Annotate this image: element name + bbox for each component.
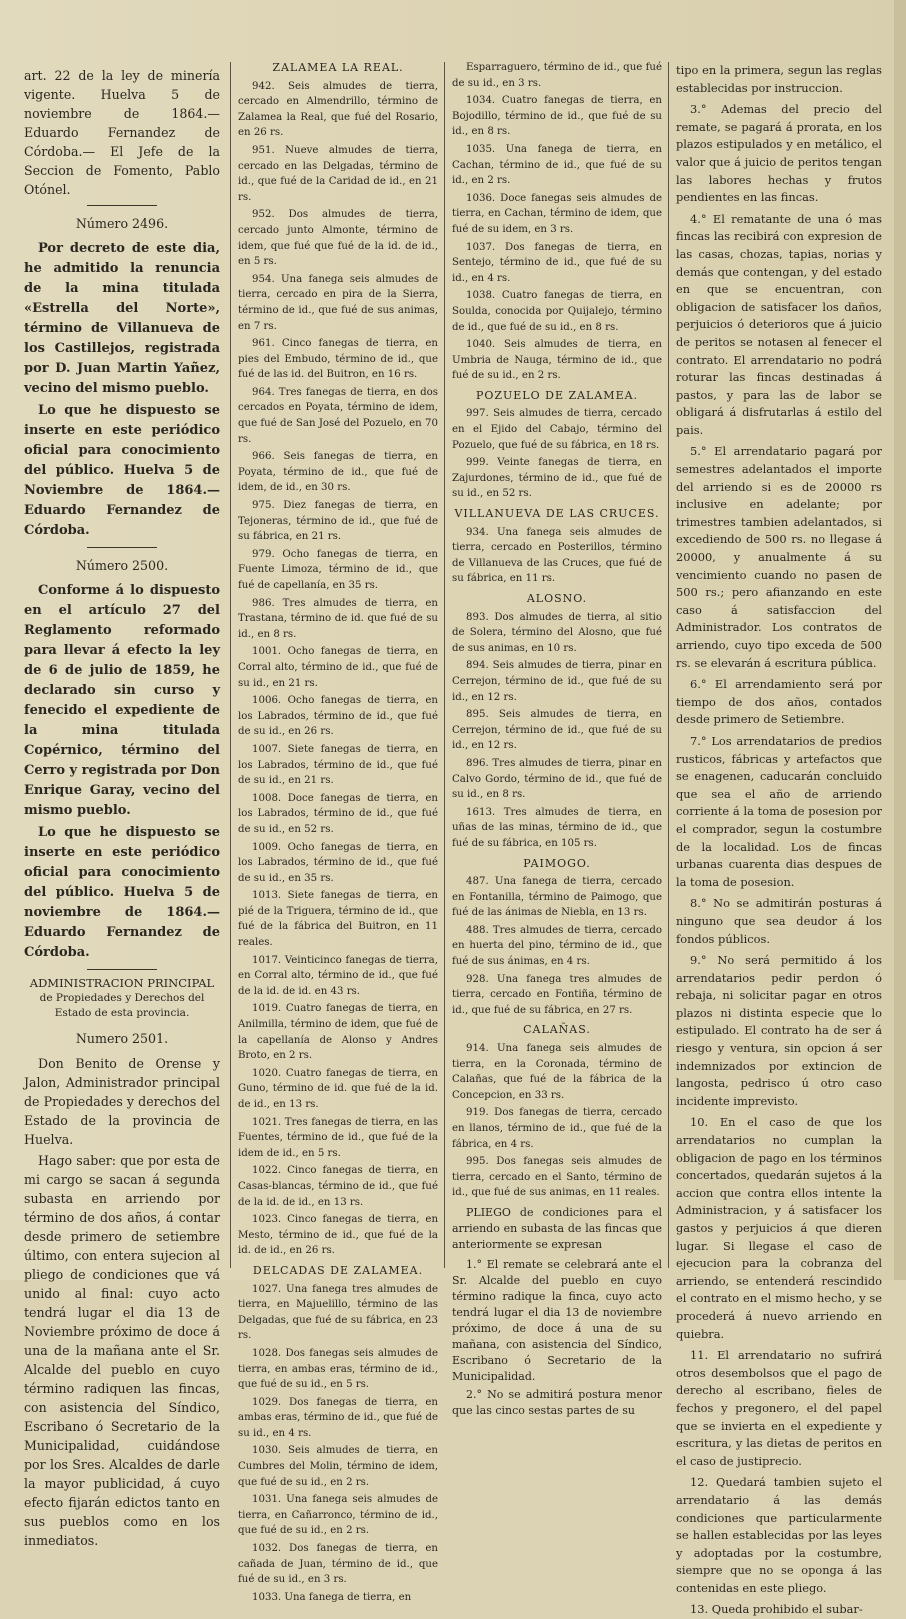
separator xyxy=(87,969,157,970)
listing-item: 1009. Ocho fanegas de tierra, en los Labrados, término de id., que fué de su id., en 35 rs. xyxy=(238,841,438,884)
listing-item: 934. Una fanega seis almudes de tierra, cercado en Posterillos, término de Villanueva de las Cruces, que fué de su fábrica, en 11 rs. xyxy=(452,526,662,585)
listing-item: Esparraguero, término de id., que fué de su id., en 3 rs. xyxy=(452,62,662,89)
section-heading: VILLANUEVA DE LAS CRUCES. xyxy=(454,507,660,521)
listing-item: 1017. Veinticinco fanegas de tierra, en Corral alto, término de id., que fué de la id. de id. en 43 rs. xyxy=(238,954,438,997)
listing-item: 919. Dos fanegas de tierra, cercado en llanos, término de id., que fué de la fábrica, en 4 rs. xyxy=(452,1107,662,1150)
notice-paragraph: Lo que he dispuesto se inserte en este periódico oficial para conocimiento del público. Huelva 5 de Noviembre de 1864.—Eduardo Fernandez de Córdoba. xyxy=(24,403,220,538)
separator xyxy=(87,547,157,548)
listing-item: 1032. Dos fanegas de tierra, en cañada de Juan, término de id., que fué de su id., en 3 rs. xyxy=(238,1543,438,1586)
condition-paragraph: 1.° El remate se celebrará ante el Sr. Alcalde del pueblo en cuyo término radique la finca, cuyo acto tendrá lugar el dia 13 de noviembre próximo, de doce á una de su mañana, con asistencia del Síndico, Escribano ó Secretario de la Municipalidad. xyxy=(452,1257,662,1383)
section-heading: ZALAMEA LA REAL. xyxy=(272,61,404,74)
listing-group xyxy=(238,79,438,1259)
section-heading: POZUELO DE ZALAMEA. xyxy=(475,388,639,402)
column-2 xyxy=(238,56,438,1603)
listing-item: 1033. Una fanega de tierra, en xyxy=(252,1591,412,1603)
listing-item: 896. Tres almudes de tierra, pinar en Calvo Gordo, término de id., que fué de su id., en 8 rs. xyxy=(452,757,662,801)
page-edge xyxy=(894,0,906,1280)
column-1 xyxy=(24,66,220,1548)
listing-item: 942. Seis almudes de tierra, cercado en Almendrillo, término de Zalamea la Real, que fué del Rosario, en 26 rs. xyxy=(238,80,438,139)
condition-paragraph: 13. Queda prohibido el subar- xyxy=(690,1602,863,1617)
notice-number: Número 2496. xyxy=(75,216,169,231)
section-title: ADMINISTRACION PRINCIPAL xyxy=(29,976,215,990)
listing-group xyxy=(452,1041,662,1201)
listing-item: 979. Ocho fanegas de tierra, en Fuente Limoza, término de id., que fué de capellanía, en 35 rs. xyxy=(238,548,438,591)
notice-paragraph: Lo que he dispuesto se inserte en este periódico oficial para conocimiento del público. Huelva 5 de noviembre de 1864.—Eduardo Fernandez de Córdoba. xyxy=(24,825,220,960)
lead-paragraph: art. 22 de la ley de minería vigente. Huelva 5 de noviembre de 1864.— Eduardo Fernandez de Córdoba.— El Jefe de la Seccion de Fomento, Pablo Otónel. xyxy=(24,68,220,197)
listing-item: 961. Cinco fanegas de tierra, en pies del Embudo, término de id., que fué de las id. del Buitron, en 16 rs. xyxy=(238,338,438,381)
notice-paragraph: Conforme á lo dispuesto en el artículo 27 del Reglamento reformado para llevar á efecto la ley de 6 de julio de 1859, he declarado sin curso y fenecido el expediente de la mina titulada Copérnico, término del Cerro y registrada por Don Enrique Garay, vecino del mismo pueblo. xyxy=(24,583,220,818)
notice-paragraph: Por decreto de este dia, he admitido la renuncia de la mina titulada «Estrella del Norte», término de Villanueva de los Castillejos, registrada por D. Juan Martin Yañez, vecino del mismo pueblo. xyxy=(24,241,220,396)
listing-item: 1008. Doce fanegas de tierra, en los Labrados, término de id., que fué de su id., en 52 rs. xyxy=(238,792,438,835)
listing-item: 1038. Cuatro fanegas de tierra, en Soulda, conocida por Quijalejo, término de id., que fué de su id., en 8 rs. xyxy=(452,290,662,333)
listing-item: 1031. Una fanega seis almudes de tierra, en Cañarronco, término de id., que fué de su id., en 2 rs. xyxy=(238,1494,438,1537)
listing-item: 1021. Tres fanegas de tierra, en las Fuentes, término de id., que fué de la idem de id., en 5 rs. xyxy=(238,1116,438,1159)
column-rule xyxy=(444,62,445,1268)
listing-group xyxy=(452,874,662,1018)
listing-item: 975. Diez fanegas de tierra, en Tejoneras, término de id., que fué de su fábrica, en 21 rs. xyxy=(238,500,438,543)
listing-item: 997. Seis almudes de tierra, cercado en el Ejido del Cabajo, término del Pozuelo, que fué de su fábrica, en 18 rs. xyxy=(452,408,662,451)
listing-item: 928. Una fanega tres almudes de tierra, cercado en Fontiña, término de id., que fué de su fábrica, en 27 rs. xyxy=(452,973,662,1016)
listing-item: 1029. Dos fanegas de tierra, en ambas eras, término de id., que fué de su id., en 4 rs. xyxy=(238,1396,438,1439)
listing-group xyxy=(452,610,662,852)
condition-paragraph: 9.° No será permitido á los arrendatarios pedir perdon ó rebaja, ni solicitar pagar en otros plazos ni distinta especie que lo estipulado. El contrato ha de ser á riesgo y ventura, sin opcion á ser indemnizados por extincion de langosta, pedrisco ú otro caso incidente imprevisto. xyxy=(676,953,882,1108)
listing-item: 488. Tres almudes de tierra, cercado en huerta del pino, término de id., que fué de sus ánimas, en 4 rs. xyxy=(452,924,662,968)
notice-paragraph: Hago saber: que por esta de mi cargo se sacan á segunda subasta en arriendo por término de dos años, á contar desde primero de setiembre último, con entera sujecion al pliego de condiciones que vá unido al final: cuyo acto tendrá lugar el dia 13 de Noviembre próximo de doce á una de la mañana ante el Sr. Alcalde del pueblo en cuyo término radiquen las fincas, con asistencia del Síndico, Escribano ó Secretario de la Municipalidad, cuidándose por los Sres. Alcaldes de darle la mayor publicidad, á cuyo efecto fijarán edictos tanto en sus pueblos como en los inmediatos. xyxy=(24,1153,220,1548)
listing-item: 951. Nueve almudes de tierra, cercado en las Delgadas, término de id., que fué de la Caridad de id., en 21 rs. xyxy=(238,144,438,203)
listing-item: 1007. Siete fanegas de tierra, en los Labrados, término de id., que fué de su id., en 21 rs. xyxy=(238,743,438,787)
condition-paragraph: 12. Quedará tambien sujeto el arrendatario á las demás condiciones que particularmente se hallen establecidas por las leyes y adoptadas por la costumbre, siempre que no se oponga á las contenidas en este pliego. xyxy=(676,1475,882,1595)
condition-paragraph: 7.° Los arrendatarios de predios rusticos, fábricas y artefactos que se enagenen, caducarán concluido que sea el año de arriendo corriente á la toma de posesion por el comprador, segun la costumbre de la localidad. Los de fincas urbanas cuarenta dias despues de la toma de posesion. xyxy=(676,733,882,889)
separator xyxy=(87,205,157,206)
listing-item: 1001. Ocho fanegas de tierra, en Corral alto, término de id., que fué de su id., en 21 rs. xyxy=(238,646,438,689)
listing-item: 1022. Cinco fanegas de tierra, en Casas-blancas, término de id., que fué de la id. de id., en 13 rs. xyxy=(238,1165,438,1208)
condition-paragraph: 4.° El rematante de una ó mas fincas las recibirá con expresion de las casas, chozas, tapias, norias y demás que contengan, y del estado en que se encuentran, con obligacion de satisfacer los daños, perjuicios ó deterioros que á juicio de peritos se notasen al fenecer el contrato. El arrendatario no podrá roturar las fincas destinadas á pastos, y para las de labor se obligará á disfrutarlas á estilo del pais. xyxy=(676,211,882,437)
column-3 xyxy=(452,60,662,1417)
listing-group xyxy=(452,525,662,587)
listing-item: 1023. Cinco fanegas de tierra, en Mesto, término de id., que fué de la id. de id., en 26 rs. xyxy=(238,1214,438,1257)
listing-item: 1034. Cuatro fanegas de tierra, en Bojodillo, término de id., que fué de su id., en 8 rs. xyxy=(452,95,662,138)
condition-paragraph: 5.° El arrendatario pagará por semestres adelantados el importe del arriendo si es de 20000 rs inclusive en adelante; por trimestres tambien adelantados, si excediendo de 500 rs. no llegase á 20000, y anualmente á su vencimiento cuando no pasen de 500 rs.; pero afianzando en este caso á satisfaccion del Administrador. Los contratos de arriendo, cuyo tipo exceda de 500 rs. se elevarán á escritura pública. xyxy=(676,444,882,670)
column-4 xyxy=(676,62,882,1617)
listing-item: 1013. Siete fanegas de tierra, en pié de la Triguera, término de id., que fué de la fábrica del Buitron, en 11 reales. xyxy=(238,890,438,949)
column-rule xyxy=(230,62,231,1268)
condition-paragraph: tipo en la primera, segun las reglas establecidas por instruccion. xyxy=(676,63,882,95)
condition-paragraph: 10. En el caso de que los arrendatarios no cumplan la obligacion de pago en los términos concertados, quedarán sujetos á la accion que contra ellos intente la Administracion, y á satisfacer los gastos y perjuicios á que dieren lugar. Si llegase el caso de ejecucion para la cobranza del arriendo, se entenderá rescindido el contrato en el mismo hecho, y se procederá á nuevo arriendo en quiebra. xyxy=(676,1115,882,1341)
listing-group xyxy=(452,60,662,384)
listing-item: 964. Tres fanegas de tierra, en dos cercados en Poyata, término de idem, que fué de San José del Pozuelo, en 70 rs. xyxy=(238,386,438,445)
listing-item: 952. Dos almudes de tierra, cercado junto Almonte, término de idem, que fué que fué de la id. de id., en 5 rs. xyxy=(238,209,438,268)
listing-item: 1019. Cuatro fanegas de tierra, en Anilmilla, término de idem, que fué de la capellanía de Alonso y Andres Broto, en 2 rs. xyxy=(238,1003,438,1062)
listing-item: 487. Una fanega de tierra, cercado en Fontanilla, término de Paimogo, que fué de las ánimas de Niebla, en 13 rs. xyxy=(452,876,662,919)
listing-group xyxy=(452,406,662,502)
listing-item: 914. Una fanega seis almudes de tierra, en la Coronada, término de Calañas, que fué de la fábrica de la Concepcion, en 33 rs. xyxy=(452,1043,662,1101)
notice-number: Numero 2501. xyxy=(75,1031,169,1046)
notice-number: Número 2500. xyxy=(75,558,169,573)
listing-item: 1040. Seis almudes de tierra, en Umbria de Nauga, término de id., que fué de su id., en 2 rs. xyxy=(452,339,662,382)
listing-item: 1035. Una fanega de tierra, en Cachan, término de id., que fué de su id., en 2 rs. xyxy=(452,143,662,187)
listing-item: 894. Seis almudes de tierra, pinar en Cerrejon, término de id., que fué de su id., en 12 rs. xyxy=(452,660,662,703)
listing-group xyxy=(238,1282,438,1606)
listing-item: 1027. Una fanega tres almudes de tierra, en Majuelillo, término de las Delgadas, que fué de su fábrica, en 23 rs. xyxy=(238,1283,438,1342)
listing-item: 995. Dos fanegas seis almudes de tierra, cercado en el Santo, término de id., que fué de sus animas, en 11 reales. xyxy=(452,1156,662,1199)
listing-item: 966. Seis fanegas de tierra, en Poyata, término de id., que fué de idem, de id., en 30 rs. xyxy=(238,451,438,494)
pliego-title: PLIEGO de condiciones para el arriendo en subasta de las fincas que anteriormente se expresan xyxy=(452,1205,662,1251)
notice-paragraph: Don Benito de Orense y Jalon, Administrador principal de Propiedades y derechos del Estado de la provincia de Huelva. xyxy=(24,1056,220,1147)
condition-paragraph: 8.° No se admitirán posturas á ninguno que sea deudor á los fondos públicos. xyxy=(676,896,882,946)
condition-paragraph: 6.° El arrendamiento será por tiempo de dos años, contados desde primero de Setiembre. xyxy=(676,677,882,727)
listing-item: 1030. Seis almudes de tierra, en Cumbres del Molin, término de idem, que fué de su id., en 2 rs. xyxy=(238,1445,438,1488)
section-heading: ALOSNO. xyxy=(526,592,588,605)
listing-item: 999. Veinte fanegas de tierra, en Zajurdones, término de id., que fué de su id., en 52 rs. xyxy=(452,457,662,500)
listing-item: 1037. Dos fanegas de tierra, en Sentejo, término de id., que fué de su id., en 4 rs. xyxy=(452,241,662,284)
section-heading: CALAÑAS. xyxy=(523,1023,591,1037)
listing-item: 893. Dos almudes de tierra, al sitio de Solera, término del Alosno, que fué de sus animas, en 10 rs. xyxy=(452,611,662,654)
section-heading: PAIMOGO. xyxy=(523,856,591,870)
listing-item: 895. Seis almudes de tierra, en Cerrejon, término de id., que fué de su id., en 12 rs. xyxy=(452,709,662,752)
listing-item: 1006. Ocho fanegas de tierra, en los Labrados, término de id., que fué de su id., en 26 rs. xyxy=(238,695,438,738)
listing-item: 1020. Cuatro fanegas de tierra, en Guno, término de id. que fué de la id. de id., en 13 rs. xyxy=(238,1067,438,1110)
listing-item: 1036. Doce fanegas seis almudes de tierra, en Cachan, término de idem, que fué de su idem, en 3 rs. xyxy=(452,192,662,235)
section-subtitle: Estado de esta provincia. xyxy=(54,1007,190,1019)
condition-paragraph: 2.° No se admitirá postura menor que las cinco sestas partes de su xyxy=(452,1387,662,1417)
listing-item: 986. Tres almudes de tierra, en Trastana, término de id. que fué de su id., en 8 rs. xyxy=(238,597,438,640)
listing-item: 954. Una fanega seis almudes de tierra, cercado en pira de la Sierra, término de id., que fué de sus animas, en 7 rs. xyxy=(238,273,438,332)
section-subtitle: de Propiedades y Derechos del xyxy=(39,992,205,1004)
column-rule xyxy=(668,62,669,1268)
listing-item: 1028. Dos fanegas seis almudes de tierra, en ambas eras, término de id., que fué de su id., en 5 rs. xyxy=(238,1347,438,1391)
condition-paragraph: 11. El arrendatario no sufrirá otros desembolsos que el pago de derecho al escribano, fieles de fechos y pregonero, el del papel que se invierta en el expediente y escritura, y las dietas de peritos en el caso de justiprecio. xyxy=(676,1348,882,1468)
listing-item: 1613. Tres almudes de tierra, en uñas de las minas, término de id., que fué de su fábrica, en 105 rs. xyxy=(452,806,662,849)
condition-paragraph: 3.° Ademas del precio del remate, se pagará á prorata, en los plazos estipulados y en metálico, el valor que á juicio de peritos tengan las labores hechas y frutos pendientes en las fincas. xyxy=(676,102,882,205)
section-heading: DELCADAS DE ZALAMEA. xyxy=(252,1263,424,1277)
